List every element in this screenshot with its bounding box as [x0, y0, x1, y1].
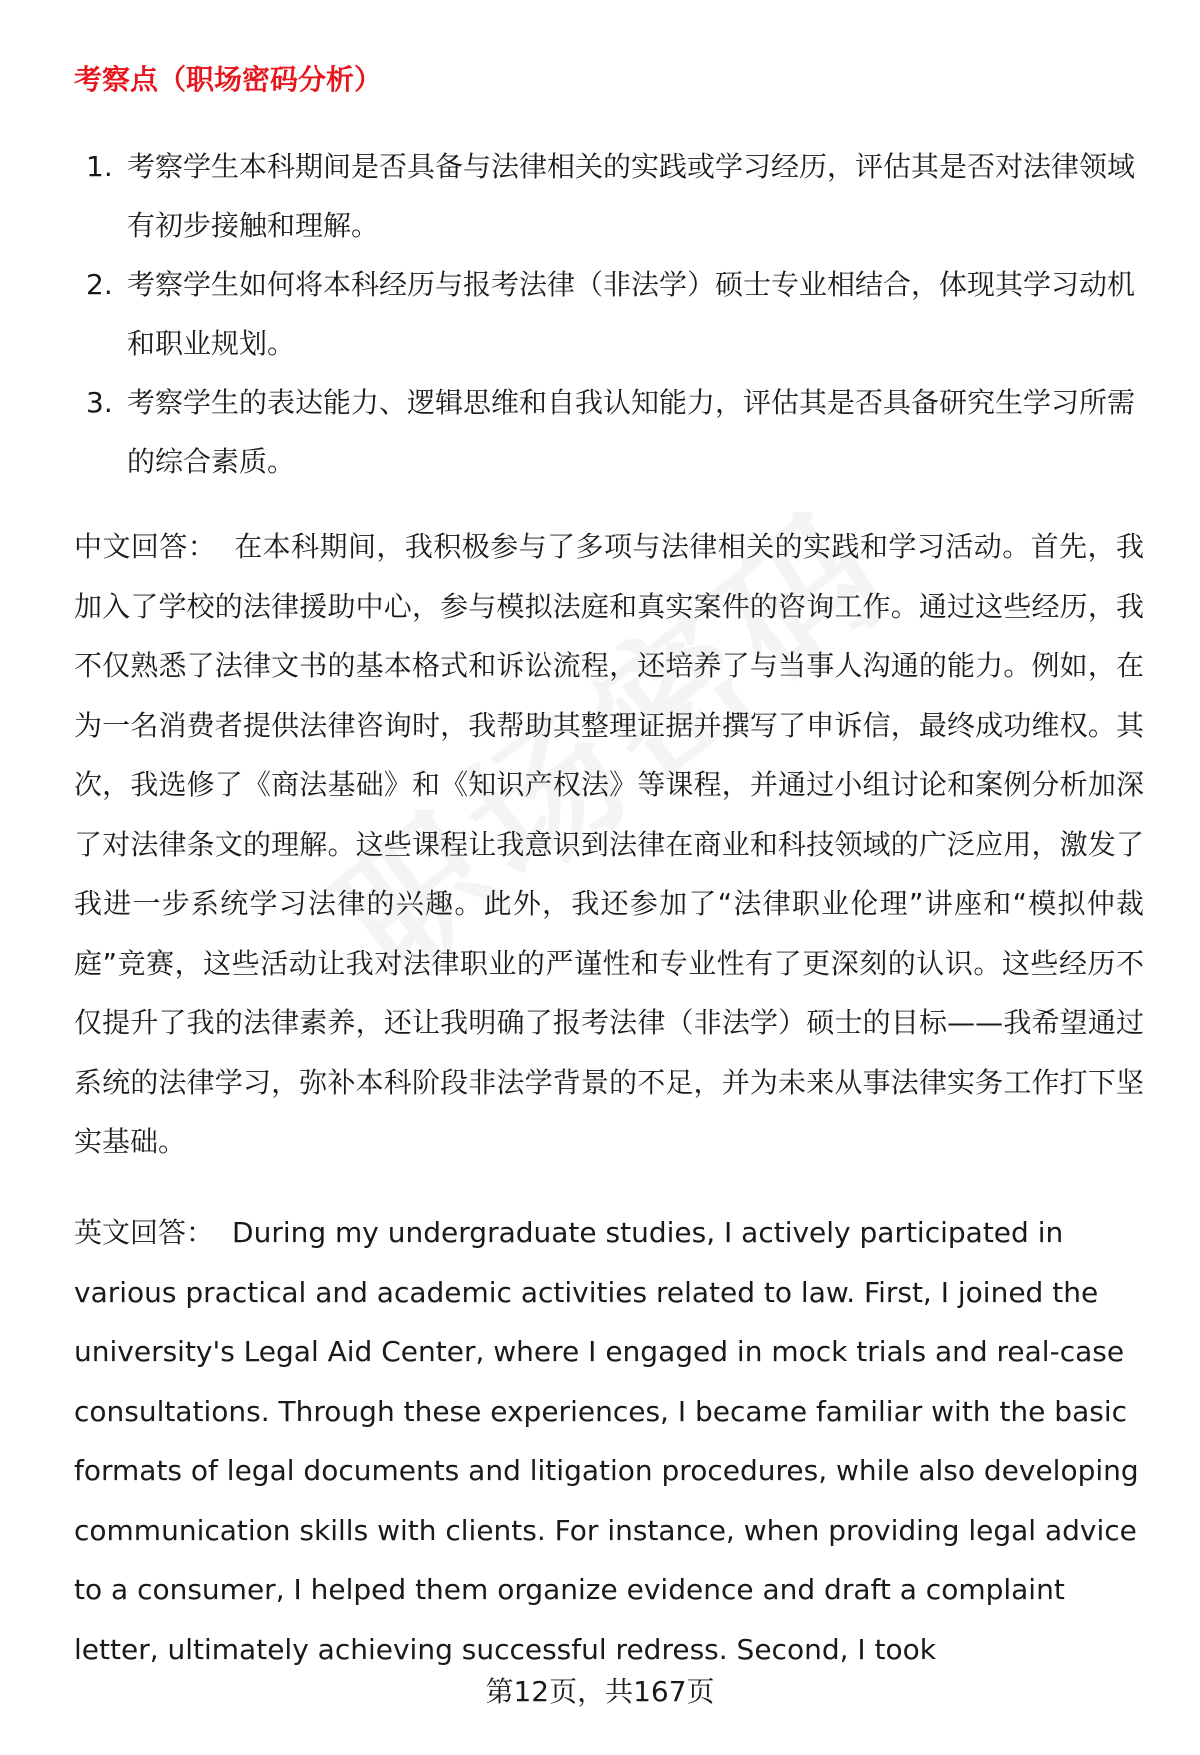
list-item: [74, 373, 1144, 491]
chinese-answer-paragraph: [74, 517, 1144, 1172]
english-answer-label: 英文回答：: [74, 1216, 215, 1249]
list-item-number: 3.: [86, 386, 113, 419]
list-item-number: 2.: [86, 268, 113, 301]
list-item-text: 考察学生如何将本科经历与报考法律（非法学）硕士专业相结合，体现其学习动机和职业规划。: [127, 268, 1136, 360]
assessment-points-list: [74, 137, 1144, 491]
list-item: [74, 137, 1144, 255]
english-answer-text: During my undergraduate studies, I actively participated in various practical and academic activities related to law. First, I joined the university's Legal Aid Center, where I engaged in mock trials and real-case consultations. Through these experiences, I became familiar with the basic formats of legal documents and litigation procedures, while also developing communication skills with clients. For instance, when providing legal advice to a consumer, I helped them organize evidence and draft a complaint letter, ultimately achieving successful redress. Second, I took: [74, 1216, 1139, 1666]
english-answer-paragraph: [74, 1203, 1144, 1679]
list-item-number: 1.: [86, 150, 113, 183]
chinese-answer-text: 在本科期间，我积极参与了多项与法律相关的实践和学习活动。首先，我加入了学校的法律援助中心，参与模拟法庭和真实案件的咨询工作。通过这些经历，我不仅熟悉了法律文书的基本格式和诉讼流程，还培养了与当事人沟通的能力。例如，在为一名消费者提供法律咨询时，我帮助其整理证据并撰写了申诉信，最终成功维权。其次，我选修了《商法基础》和《知识产权法》等课程，并通过小组讨论和案例分析加深了对法律条文的理解。这些课程让我意识到法律在商业和科技领域的广泛应用，激发了我进一步系统学习法律的兴趣。此外，我还参加了“法律职业伦理”讲座和“模拟仲裁庭”竞赛，这些活动让我对法律职业的严谨性和专业性有了更深刻的认识。这些经历不仅提升了我的法律素养，还让我明确了报考法律（非法学）硕士的目标——我希望通过系统的法律学习，弥补本科阶段非法学背景的不足，并为未来从事法律实务工作打下坚实基础。: [74, 530, 1144, 1158]
list-item-text: 考察学生本科期间是否具备与法律相关的实践或学习经历，评估其是否对法律领域有初步接触和理解。: [127, 150, 1136, 242]
chinese-answer-label: 中文回答：: [74, 530, 217, 563]
list-item: [74, 255, 1144, 373]
section-heading: 考察点（职场密码分析）: [74, 63, 383, 96]
page-number-footer: 第12页，共167页: [485, 1675, 715, 1708]
list-item-text: 考察学生的表达能力、逻辑思维和自我认知能力，评估其是否具备研究生学习所需的综合素质。: [127, 386, 1136, 478]
